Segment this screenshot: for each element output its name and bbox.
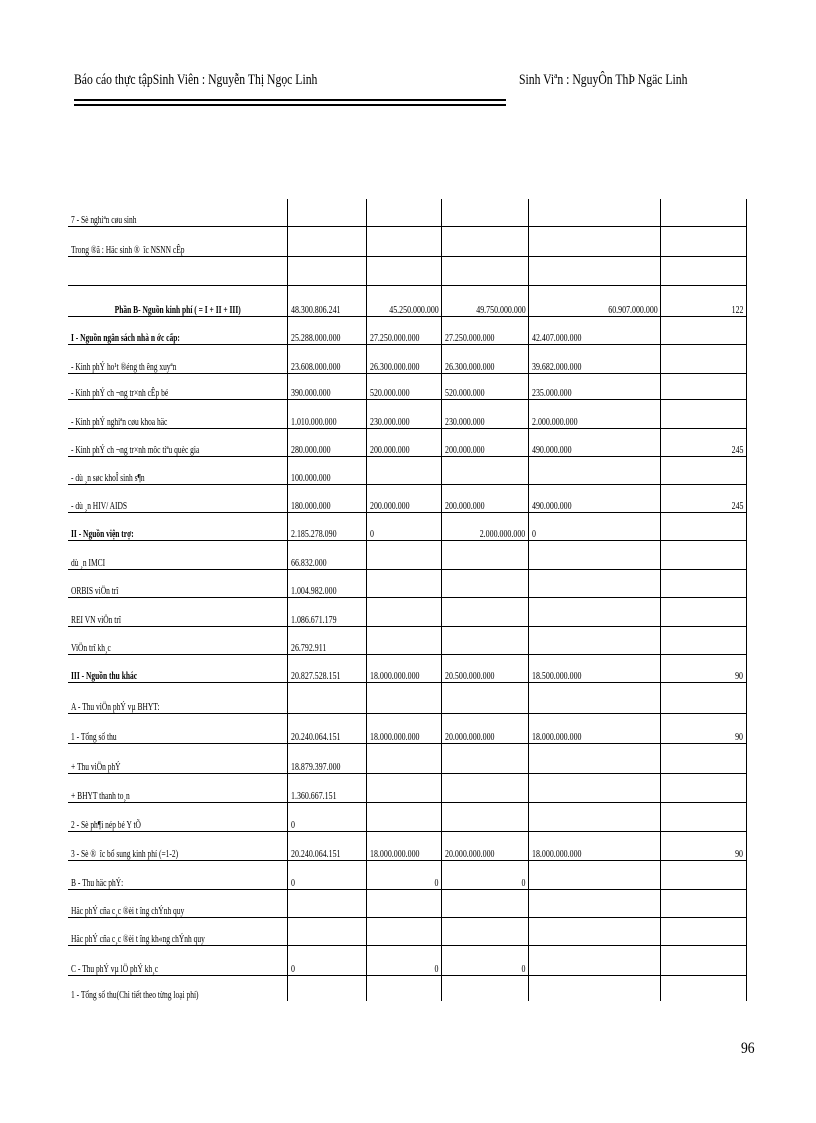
row-label: Häc phÝ cña c¸c ®èi t îng chÝnh quy: [71, 904, 185, 917]
cell-value: 180.000.000: [290, 499, 331, 512]
value-cell: [442, 713, 529, 743]
value-cell: [529, 713, 661, 743]
cell-value: 18.000.000.000: [532, 847, 582, 860]
value-cell: [529, 860, 661, 889]
cell-value: 42.407.000.000: [532, 331, 582, 344]
row-label-cell: [68, 428, 287, 456]
value-cell: [442, 226, 529, 256]
budget-table: [68, 199, 747, 1001]
cell-value: 18.500.000.000: [532, 669, 582, 682]
value-cell: [529, 373, 661, 399]
table-row: [68, 975, 747, 1001]
value-cell: [529, 802, 661, 831]
value-cell: [529, 975, 661, 1001]
row-label-cell: [68, 975, 287, 1001]
cell-value: 0: [521, 876, 526, 889]
row-label: - Kinh phÝ ch ¬ng tr×nh cÊp bé: [71, 386, 169, 399]
cell-value: 27.250.000.000: [369, 331, 419, 344]
value-cell: [442, 917, 529, 945]
row-label: 7 - Sè nghiªn cøu sinh: [71, 213, 137, 226]
header-rule-top: [74, 99, 506, 101]
budget-table-body: [68, 199, 747, 1001]
value-cell: [366, 626, 442, 654]
row-label: 2 - Sè ph¶i nép bé Y tÕ: [71, 818, 141, 831]
value-cell: [529, 199, 661, 226]
value-cell: [442, 373, 529, 399]
cell-value: 90: [735, 730, 744, 743]
row-label: III - Nguồn thu khác: [71, 669, 138, 682]
value-cell: [442, 344, 529, 373]
cell-value: 39.682.000.000: [532, 360, 582, 373]
value-cell: [442, 975, 529, 1001]
row-label: Phần B- Nguồn kinh phí ( = I + II + III): [114, 303, 241, 316]
value-cell: [529, 428, 661, 456]
table-row: [68, 428, 747, 456]
value-cell: [661, 484, 747, 512]
value-cell: [442, 540, 529, 569]
value-cell: [287, 316, 366, 344]
row-label-cell: [68, 512, 287, 540]
value-cell: [287, 399, 366, 428]
row-label: + BHYT thanh to¸n: [71, 789, 130, 802]
table-row: [68, 256, 747, 285]
row-label-cell: [68, 626, 287, 654]
cell-value: 90: [735, 669, 744, 682]
value-cell: [529, 569, 661, 597]
table-row: [68, 512, 747, 540]
value-cell: [529, 597, 661, 626]
value-cell: [366, 917, 442, 945]
row-label: C - Thu phÝ vµ lÖ phÝ kh¸c: [71, 962, 159, 975]
cell-value: 1.004.982.000: [290, 584, 337, 597]
value-cell: [366, 860, 442, 889]
value-cell: [442, 399, 529, 428]
row-label: - Kinh phÝ ch ¬ng tr×nh môc tiªu quèc gia: [71, 443, 200, 456]
cell-value: 27.250.000.000: [445, 331, 495, 344]
row-label: - dù ¸n HIV/ AIDS: [71, 499, 128, 512]
value-cell: [442, 316, 529, 344]
value-cell: [529, 399, 661, 428]
value-cell: [287, 226, 366, 256]
cell-value: 1.360.667.151: [290, 789, 337, 802]
value-cell: [287, 285, 366, 316]
cell-value: 18.000.000.000: [369, 669, 419, 682]
value-cell: [442, 456, 529, 484]
value-cell: [442, 802, 529, 831]
cell-value: 23.608.000.000: [290, 360, 340, 373]
cell-value: 60.907.000.000: [607, 303, 658, 316]
row-label-cell: [68, 316, 287, 344]
table-row: [68, 344, 747, 373]
value-cell: [661, 917, 747, 945]
cell-value: 1.010.000.000: [290, 415, 337, 428]
cell-value: 490.000.000: [532, 443, 572, 456]
value-cell: [529, 682, 661, 713]
value-cell: [287, 484, 366, 512]
value-cell: [529, 456, 661, 484]
cell-value: 0: [290, 818, 295, 831]
cell-value: 0: [434, 962, 439, 975]
table-row: [68, 743, 747, 773]
cell-value: 20.240.064.151: [290, 730, 340, 743]
value-cell: [661, 597, 747, 626]
cell-value: 0: [532, 527, 537, 540]
value-cell: [287, 199, 366, 226]
row-label: REI VN viÖn trî: [71, 613, 121, 626]
value-cell: [529, 256, 661, 285]
cell-value: 230.000.000: [445, 415, 485, 428]
cell-value: 280.000.000: [290, 443, 331, 456]
value-cell: [529, 773, 661, 802]
value-cell: [661, 569, 747, 597]
cell-value: 520.000.000: [369, 386, 410, 399]
value-cell: [661, 945, 747, 975]
row-label: B - Thu häc phÝ:: [71, 876, 124, 889]
value-cell: [442, 773, 529, 802]
cell-value: 25.288.000.000: [290, 331, 340, 344]
cell-value: 200.000.000: [369, 499, 410, 512]
value-cell: [661, 713, 747, 743]
table-row: [68, 860, 747, 889]
row-label: I - Nguồn ngân sách nhà n ớc cấp:: [71, 331, 180, 344]
value-cell: [366, 226, 442, 256]
table-row: [68, 569, 747, 597]
value-cell: [366, 285, 442, 316]
table-row: [68, 540, 747, 569]
value-cell: [661, 831, 747, 860]
table-row: [68, 682, 747, 713]
value-cell: [366, 399, 442, 428]
value-cell: [366, 373, 442, 399]
value-cell: [366, 597, 442, 626]
table-row: [68, 654, 747, 682]
row-label: ViÖn trî kh¸c: [71, 641, 111, 654]
row-label-cell: [68, 713, 287, 743]
row-label-cell: [68, 802, 287, 831]
row-label-cell: [68, 256, 287, 285]
cell-value: 18.000.000.000: [532, 730, 582, 743]
value-cell: [287, 713, 366, 743]
value-cell: [529, 654, 661, 682]
row-label-cell: [68, 569, 287, 597]
value-cell: [661, 773, 747, 802]
value-cell: [366, 484, 442, 512]
row-label: ORBIS viÖn trî: [71, 584, 119, 597]
cell-value: 18.000.000.000: [369, 730, 419, 743]
value-cell: [661, 512, 747, 540]
value-cell: [366, 831, 442, 860]
value-cell: [287, 917, 366, 945]
value-cell: [529, 512, 661, 540]
row-label-cell: [68, 344, 287, 373]
row-label-cell: [68, 682, 287, 713]
row-label-cell: [68, 484, 287, 512]
cell-value: 18.000.000.000: [369, 847, 419, 860]
value-cell: [366, 713, 442, 743]
table-row: [68, 713, 747, 743]
table-row: [68, 773, 747, 802]
value-cell: [287, 428, 366, 456]
cell-value: 20.827.528.151: [290, 669, 340, 682]
row-label: 1 - Tổng số thu(Chi tiết theo từng loại phí): [71, 989, 199, 1001]
row-label: - dù ¸n søc khoÎ sinh s¶n: [71, 471, 145, 484]
value-cell: [287, 831, 366, 860]
cell-value: 520.000.000: [445, 386, 485, 399]
value-cell: [287, 743, 366, 773]
cell-value: 0: [290, 962, 295, 975]
value-cell: [287, 512, 366, 540]
row-label: dù ¸n IMCI: [71, 556, 106, 569]
row-label-cell: [68, 199, 287, 226]
row-label-cell: [68, 373, 287, 399]
cell-value: 245: [731, 499, 744, 512]
cell-value: 26.792.911: [290, 641, 326, 654]
row-label-cell: [68, 831, 287, 860]
value-cell: [442, 597, 529, 626]
row-label: II - Nguồn viện trợ:: [71, 527, 134, 540]
table-row: [68, 316, 747, 344]
row-label-cell: [68, 654, 287, 682]
table-row: [68, 226, 747, 256]
value-cell: [287, 373, 366, 399]
value-cell: [366, 428, 442, 456]
table-row: [68, 597, 747, 626]
table-row: [68, 831, 747, 860]
value-cell: [529, 917, 661, 945]
value-cell: [661, 975, 747, 1001]
cell-value: 0: [434, 876, 439, 889]
page-number: 96: [741, 1040, 755, 1057]
table-row: [68, 399, 747, 428]
value-cell: [661, 285, 747, 316]
value-cell: [287, 945, 366, 975]
value-cell: [529, 889, 661, 917]
value-cell: [442, 682, 529, 713]
cell-value: 26.300.000.000: [445, 360, 495, 373]
value-cell: [442, 654, 529, 682]
value-cell: [529, 344, 661, 373]
value-cell: [287, 975, 366, 1001]
value-cell: [529, 831, 661, 860]
cell-value: 2.000.000.000: [479, 527, 526, 540]
value-cell: [442, 831, 529, 860]
row-label-cell: [68, 743, 287, 773]
value-cell: [661, 344, 747, 373]
value-cell: [442, 484, 529, 512]
value-cell: [529, 540, 661, 569]
value-cell: [661, 654, 747, 682]
cell-value: 2.000.000.000: [532, 415, 578, 428]
value-cell: [661, 226, 747, 256]
cell-value: 20.000.000.000: [445, 847, 495, 860]
value-cell: [366, 316, 442, 344]
value-cell: [366, 456, 442, 484]
row-label: Trong ®ã : Häc sinh ® îc NSNN cÊp: [71, 243, 185, 256]
value-cell: [287, 860, 366, 889]
value-cell: [661, 802, 747, 831]
value-cell: [661, 456, 747, 484]
cell-value: 245: [731, 443, 744, 456]
row-label-cell: [68, 226, 287, 256]
value-cell: [287, 256, 366, 285]
value-cell: [442, 428, 529, 456]
table-row: [68, 373, 747, 399]
cell-value: 18.879.397.000: [290, 760, 340, 773]
value-cell: [366, 945, 442, 975]
value-cell: [661, 626, 747, 654]
value-cell: [366, 682, 442, 713]
value-cell: [442, 285, 529, 316]
row-label-cell: [68, 945, 287, 975]
value-cell: [287, 889, 366, 917]
value-cell: [442, 860, 529, 889]
cell-value: 48.300.806.241: [290, 303, 340, 316]
value-cell: [661, 373, 747, 399]
value-cell: [661, 860, 747, 889]
row-label-cell: [68, 399, 287, 428]
value-cell: [442, 889, 529, 917]
value-cell: [442, 256, 529, 285]
cell-value: 235.000.000: [532, 386, 572, 399]
cell-value: 122: [731, 303, 744, 316]
row-label-cell: [68, 860, 287, 889]
value-cell: [529, 316, 661, 344]
cell-value: 0: [369, 527, 374, 540]
value-cell: [529, 285, 661, 316]
table-row: [68, 802, 747, 831]
value-cell: [366, 540, 442, 569]
header-rule-bottom: [74, 104, 506, 106]
cell-value: 66.832.000: [290, 556, 327, 569]
cell-value: 45.250.000.000: [388, 303, 439, 316]
header-left-title: Báo cáo thực tậpSinh Viên : Nguyễn Thị Ngọc Linh: [74, 72, 318, 88]
value-cell: [661, 743, 747, 773]
row-label-cell: [68, 917, 287, 945]
cell-value: 20.000.000.000: [445, 730, 495, 743]
value-cell: [366, 344, 442, 373]
row-label: Häc phÝ cña c¸c ®èi t îng kh«ng chÝnh quy: [71, 932, 205, 945]
row-label: 3 - Sè ® îc bổ sung kinh phí (=1-2): [71, 847, 179, 860]
value-cell: [442, 569, 529, 597]
table-row: [68, 456, 747, 484]
value-cell: [287, 344, 366, 373]
value-cell: [529, 226, 661, 256]
cell-value: 200.000.000: [369, 443, 410, 456]
value-cell: [287, 773, 366, 802]
cell-value: 200.000.000: [445, 443, 485, 456]
cell-value: 490.000.000: [532, 499, 572, 512]
value-cell: [529, 945, 661, 975]
cell-value: 26.300.000.000: [369, 360, 419, 373]
row-label: - Kinh phÝ nghiªn cøu khoa häc: [71, 415, 168, 428]
value-cell: [366, 889, 442, 917]
value-cell: [366, 975, 442, 1001]
cell-value: 1.086.671.179: [290, 613, 337, 626]
value-cell: [366, 199, 442, 226]
table-row: [68, 484, 747, 512]
value-cell: [366, 256, 442, 285]
row-label: + Thu viÖn phÝ: [71, 760, 121, 773]
value-cell: [529, 743, 661, 773]
cell-value: 90: [735, 847, 744, 860]
table-row: [68, 626, 747, 654]
value-cell: [661, 399, 747, 428]
value-cell: [287, 626, 366, 654]
cell-value: 100.000.000: [290, 471, 331, 484]
cell-value: 20.240.064.151: [290, 847, 340, 860]
value-cell: [661, 682, 747, 713]
row-label-cell: [68, 285, 287, 316]
cell-value: 0: [290, 876, 295, 889]
value-cell: [442, 945, 529, 975]
value-cell: [287, 569, 366, 597]
value-cell: [442, 512, 529, 540]
row-label-cell: [68, 597, 287, 626]
row-label-cell: [68, 540, 287, 569]
value-cell: [366, 569, 442, 597]
value-cell: [366, 512, 442, 540]
value-cell: [287, 456, 366, 484]
row-label-cell: [68, 773, 287, 802]
value-cell: [287, 802, 366, 831]
cell-value: 230.000.000: [369, 415, 410, 428]
value-cell: [442, 626, 529, 654]
value-cell: [529, 626, 661, 654]
value-cell: [366, 654, 442, 682]
value-cell: [529, 484, 661, 512]
table-row: [68, 889, 747, 917]
value-cell: [287, 597, 366, 626]
cell-value: 2.185.278.090: [290, 527, 337, 540]
cell-value: 390.000.000: [290, 386, 331, 399]
value-cell: [366, 773, 442, 802]
value-cell: [287, 654, 366, 682]
cell-value: 200.000.000: [445, 499, 485, 512]
value-cell: [442, 199, 529, 226]
cell-value: 49.750.000.000: [475, 303, 526, 316]
value-cell: [661, 889, 747, 917]
value-cell: [661, 428, 747, 456]
value-cell: [661, 540, 747, 569]
value-cell: [366, 802, 442, 831]
row-label-cell: [68, 456, 287, 484]
table-row: [68, 199, 747, 226]
value-cell: [661, 316, 747, 344]
value-cell: [661, 256, 747, 285]
value-cell: [287, 682, 366, 713]
value-cell: [366, 743, 442, 773]
value-cell: [661, 199, 747, 226]
header-right-title: Sinh Viªn : NguyÔn ThÞ Ngäc Linh: [519, 72, 688, 88]
table-row: [68, 285, 747, 316]
value-cell: [287, 540, 366, 569]
table-row: [68, 945, 747, 975]
value-cell: [442, 743, 529, 773]
table-row: [68, 917, 747, 945]
row-label: - Kinh phÝ ho¹t ®éng th êng xuyªn: [71, 360, 177, 373]
row-label-cell: [68, 889, 287, 917]
row-label: A - Thu viÖn phÝ vµ BHYT:: [71, 700, 160, 713]
cell-value: 0: [521, 962, 526, 975]
cell-value: 20.500.000.000: [445, 669, 495, 682]
row-label: 1 - Tổng số thu: [71, 730, 117, 743]
